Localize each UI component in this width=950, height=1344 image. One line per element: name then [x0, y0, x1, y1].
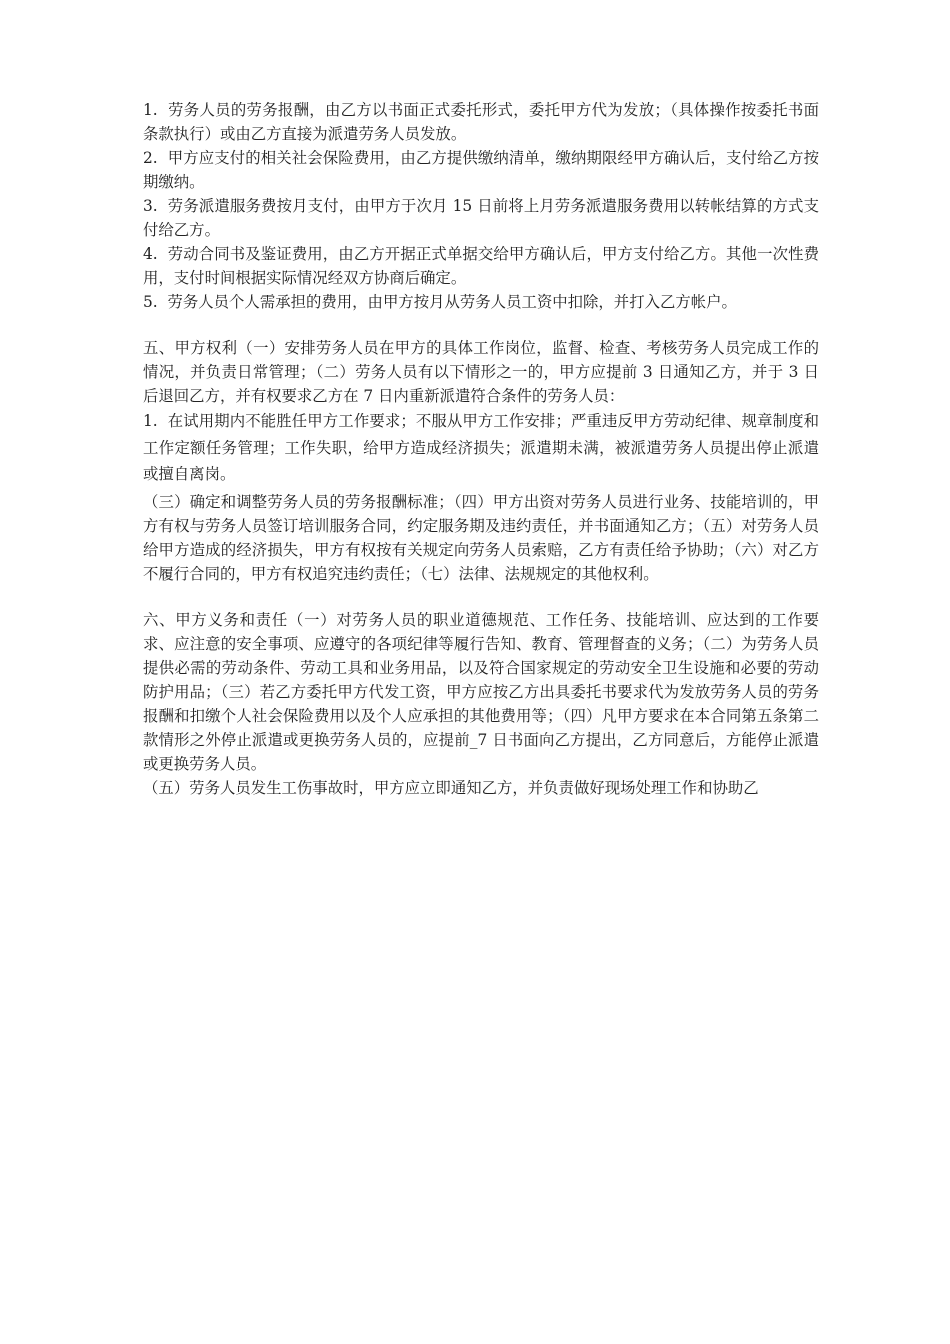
list-item: 1. 劳务人员的劳务报酬，由乙方以书面正式委托形式，委托甲方代为发放；（具体操作按委托书面条款执行）或由乙方直接为派遣劳务人员发放。	[143, 101, 819, 143]
document-page	[143, 98, 819, 800]
section-six-text: 六、甲方义务和责任（一）对劳务人员的职业道德规范、工作任务、技能培训、应达到的工作要求、应注意的安全事项、应遵守的各项纪律等履行告知、教育、管理督查的义务；（二）为劳务人员提供必需的劳动条件、劳动工具和业务用品，以及符合国家规定的劳动安全卫生设施和必要的劳动防护用品；（三）若乙方委托甲方代发工资，甲方应按乙方出具委托书要求代为发放劳务人员的劳务报酬和扣缴个人社会保险费用以及个人应承担的其他费用等；（四）凡甲方要求在本合同第五条第二款情形之外停止派遣或更换劳务人员的，应提前_7 日书面向乙方提出，乙方同意后，方能停止派遣或更换劳务人员。	[143, 610, 819, 773]
section-six-continued: （五）劳务人员发生工伤事故时，甲方应立即通知乙方，并负责做好现场处理工作和协助乙	[143, 778, 759, 797]
list-item: 5. 劳务人员个人需承担的费用，由甲方按月从劳务人员工资中扣除，并打入乙方帐户。	[143, 293, 737, 311]
list-item: 4. 劳动合同书及鉴证费用，由乙方开据正式单据交给甲方确认后，甲方支付给乙方。其他一次性费用，支付时间根据实际情况经双方协商后确定。	[143, 245, 819, 287]
section-five-party-a-rights	[143, 336, 819, 586]
section-five-item-1: 1. 在试用期内不能胜任甲方工作要求；不服从甲方工作安排；严重违反甲方劳动纪律、规章制度和工作定额任务管理；工作失职，给甲方造成经济损失；派遣期未满，被派遣劳务人员提出停止派遣或擅自离岗。	[143, 412, 819, 483]
paragraph-spacer	[143, 586, 819, 608]
payment-terms-list	[143, 98, 819, 314]
section-five-intro: 五、甲方权利（一）安排劳务人员在甲方的具体工作岗位，监督、检查、考核劳务人员完成工作的情况，并负责日常管理；（二）劳务人员有以下情形之一的，甲方应提前 3 日通知乙方，并于 3 日后退回乙方，并有权要求乙方在 7 日内重新派遣符合条件的劳务人员：	[143, 339, 819, 405]
list-item: 2. 甲方应支付的相关社会保险费用，由乙方提供缴纳清单，缴纳期限经甲方确认后，支付给乙方按期缴纳。	[143, 149, 819, 191]
list-item: 3. 劳务派遣服务费按月支付，由甲方于次月 15 日前将上月劳务派遣服务费用以转帐结算的方式支付给乙方。	[143, 197, 819, 239]
paragraph-spacer	[143, 314, 819, 336]
section-six-party-a-obligations	[143, 608, 819, 800]
section-five-rights-list: （三）确定和调整劳务人员的劳务报酬标准；（四）甲方出资对劳务人员进行业务、技能培训的，甲方有权与劳务人员签订培训服务合同，约定服务期及违约责任，并书面通知乙方；（五）对劳务人员给甲方造成的经济损失，甲方有权按有关规定向劳务人员索赔，乙方有责任给予协助；（六）对乙方不履行合同的，甲方有权追究违约责任；（七）法律、法规规定的其他权利。	[143, 492, 819, 583]
